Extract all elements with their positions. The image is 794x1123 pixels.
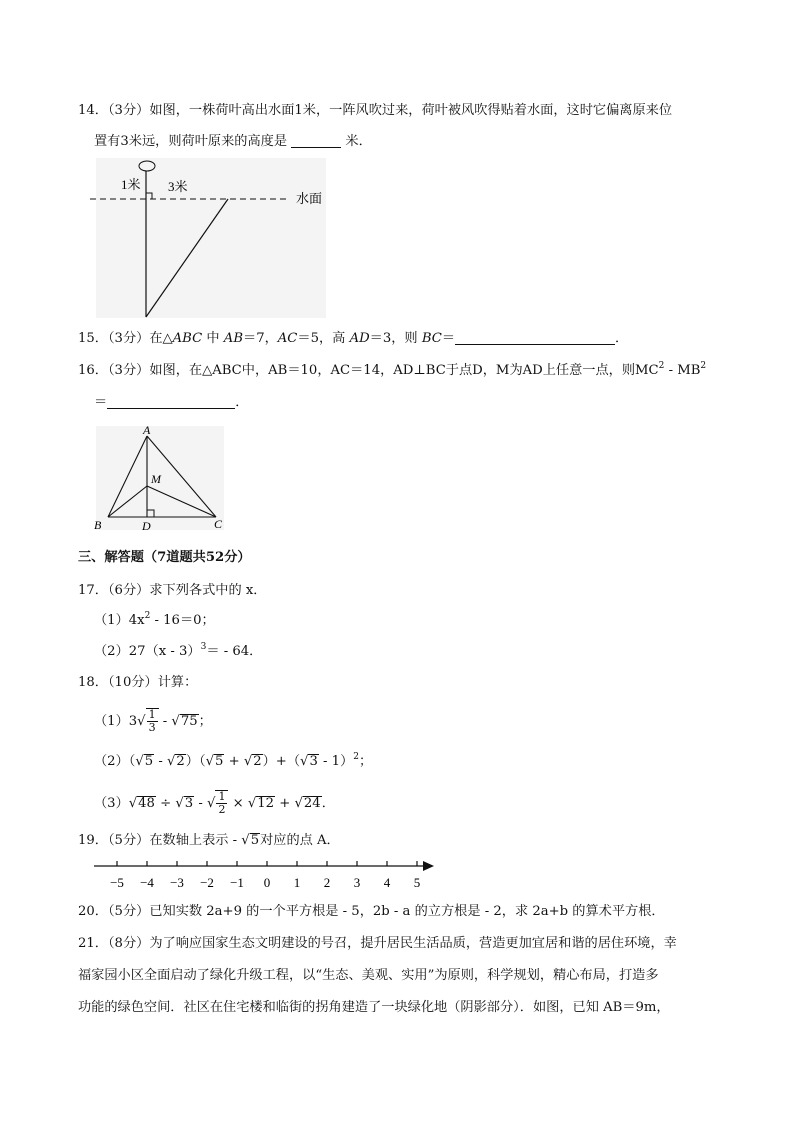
q18-p1-fraction: $\frac{1}{3}$ [148, 708, 156, 734]
q15-ab: AB [223, 331, 244, 346]
q14-line2-text: 置有3米远，则荷叶原来的高度是 [94, 134, 288, 149]
q21-line1: 21．（8分）为了响应国家生态文明建设的号召，提升居民生活品质，营造更加宜居和谐的居住环境，幸 [78, 936, 677, 951]
q15-ad: AD [349, 331, 370, 346]
tick-label: −3 [170, 875, 184, 890]
q16-line1 [78, 362, 706, 380]
q20-line: 20．（5分）已知实数 2a+9 的一个平方根是 - 5，2b - a 的立方根是 - 2，求 2a+b 的算术平方根． [78, 904, 665, 919]
q15-text-7: ． [615, 331, 629, 346]
q16-line2 [94, 394, 248, 412]
q18-p1-c: ； [198, 714, 212, 729]
tick-label: 1 [293, 875, 301, 890]
label-D: D [142, 519, 151, 533]
label-B: B [94, 518, 102, 532]
q14-answer-blank[interactable] [291, 133, 341, 148]
q16-answer-blank[interactable] [107, 394, 235, 409]
q17-part2 [94, 643, 262, 661]
label-1m: 1米 [121, 177, 141, 192]
q15-text-5: ＝3，则 [369, 331, 422, 346]
q14-line2 [94, 133, 372, 151]
label-M: M [151, 472, 161, 486]
q18-part1 [94, 708, 212, 735]
tick-label: 0 [263, 875, 271, 890]
q16-sup-2: 2 [700, 361, 707, 371]
q14-line2-end: 米． [345, 134, 372, 149]
tick-label: 3 [353, 875, 361, 890]
q17-p1-sup: 2 [144, 611, 151, 621]
q15-text-4: ＝5，高 [297, 331, 350, 346]
q16-text-1: 16．（3分）如图，在△ABC中，AB＝10，AC＝14，AD⊥BC于点D，M为AD上任意一点，则MC [78, 363, 659, 378]
q14-figure [90, 158, 330, 320]
q16-text-3: ＝ [94, 395, 108, 410]
q17-p2-sup: 3 [200, 642, 207, 652]
label-water: 水面 [296, 191, 323, 206]
q15-answer-blank[interactable] [455, 330, 615, 345]
tick-label: −5 [110, 875, 124, 890]
label-C: C [214, 517, 223, 531]
q16-sup-1: 2 [658, 361, 665, 371]
q19-line: 19．（5分）在数轴上表示 - √5对应的点 A． [78, 833, 340, 848]
tick-label: 2 [323, 875, 331, 890]
q15-abc: ABC [172, 331, 203, 346]
q18-part2: （2）（√5 - √2）（√5 + √2）+（√3 - 1）$^2$； [94, 752, 373, 769]
q15-text-2: 中 [202, 331, 224, 346]
q15-text-3: ＝7， [243, 331, 278, 346]
q17-title: 17．（6分）求下列各式中的 x． [78, 583, 267, 598]
q17-p2-a: （2）27（x - 3） [94, 644, 201, 659]
sqrt-sign: √ [171, 714, 180, 729]
q15-text-1: 15．（3分）在△ [78, 331, 173, 346]
q18-p1-a: （1）3 [94, 714, 138, 729]
q18-part3: （3）√48 ÷ √3 - √ $\frac{1}{2}$ × √12 + √24． [94, 790, 335, 816]
q17-p1-b: - 16＝0； [150, 613, 215, 628]
number-line [90, 856, 440, 892]
q15-ac: AC [277, 331, 298, 346]
q18-p1-b: - [158, 714, 172, 729]
q17-p2-b: ＝ - 64． [206, 644, 263, 659]
tick-label: 5 [413, 875, 421, 890]
section-3-heading: 三、解答题（7道题共52分） [78, 550, 251, 565]
q18-title: 18．（10分）计算： [78, 675, 198, 690]
q16-text-4: ． [235, 395, 249, 410]
q16-triangle-figure [90, 422, 230, 534]
tick-label: 4 [383, 875, 391, 890]
tick-label: −2 [200, 875, 214, 890]
arrow-right-icon [423, 861, 434, 871]
q21-line2: 福家园小区全面启动了绿化升级工程，以“生态、美观、实用”为原则，科学规划，精心布局，打造多 [78, 968, 659, 983]
q14-line1: 14．（3分）如图，一株荷叶高出水面1米，一阵风吹过来，荷叶被风吹得贴着水面，这时它偏离原来位 [78, 103, 673, 118]
tick-label: −1 [230, 875, 244, 890]
q18-p1-radicand: 75 [180, 714, 198, 729]
tick-label: −4 [140, 875, 154, 890]
q15-text-6: ＝ [441, 331, 456, 346]
q17-p1-a: （1）4x [94, 613, 145, 628]
q16-text-2: - MB [664, 363, 701, 378]
label-A: A [143, 423, 151, 437]
label-3m: 3米 [168, 179, 188, 194]
sqrt-sign: √ [137, 714, 146, 729]
q15-bc: BC [421, 331, 442, 346]
q17-part1 [94, 612, 215, 630]
q15-line [78, 330, 628, 348]
q21-line3: 功能的绿色空间．社区在住宅楼和临街的拐角建造了一块绿化地（阴影部分）．如图，已知 AB＝9m， [78, 1000, 670, 1015]
